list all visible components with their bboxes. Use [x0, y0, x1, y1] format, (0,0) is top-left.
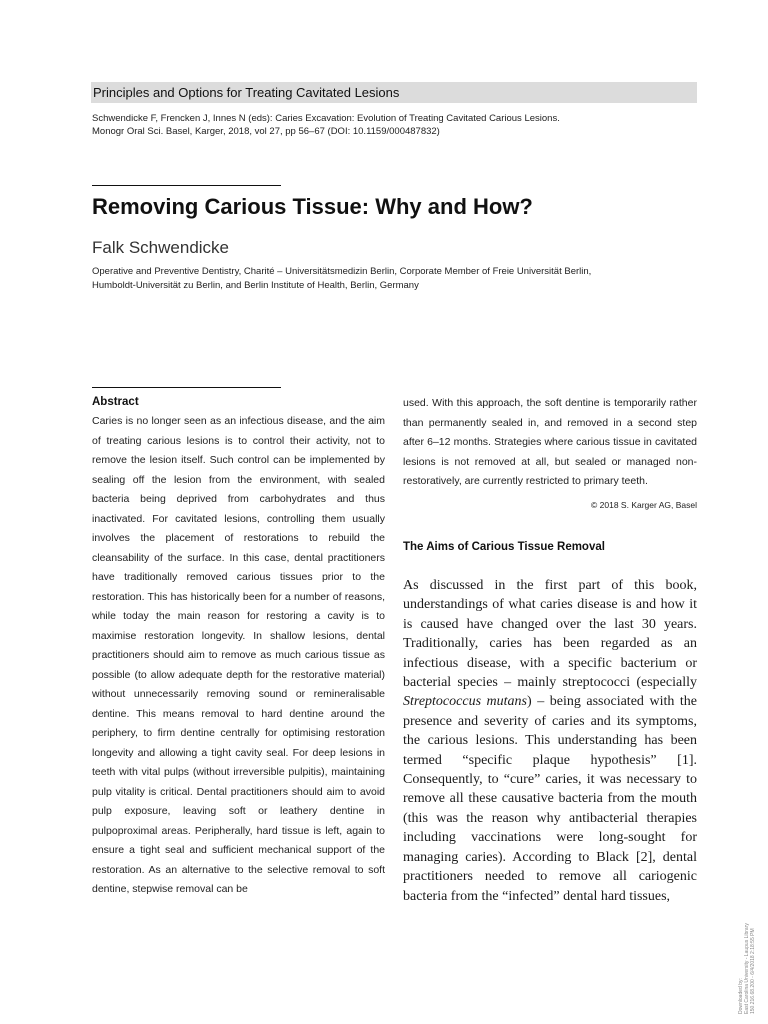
abstract-rule: [92, 387, 281, 388]
body-paragraph: [403, 576, 697, 906]
download-line-2: East Carolina University - Laupus Library: [744, 923, 750, 1014]
copyright-notice: © 2018 S. Karger AG, Basel: [591, 499, 697, 510]
paragraph-part-1: As discussed in the first part of this book, understandings of what caries disease is and how it is caused have changed over the last 30 years. Traditionally, caries has been regarded as an infectious disease, with a specific bacterium or bacterial species – mainly streptococci (especially: [403, 578, 697, 691]
abstract-text-left: Caries is no longer seen as an infectious disease, and the aim of treating carious lesions is to control their activity, not to remove the lesion itself. Such control can be implemented by sealing off the lesion from the environment, with sealed bacteria being deprived from carbohydrates and thus inactivated. For cavitated lesions, controlling them usually involves the placement of restorations to rebuild the cleansability of the surface. In this case, dental practitioners have traditionally removed carious tissues prior to the restoration. This has historically been for a number of reasons, while today the main reason for restoring a cavity is to maximise restoration longevity. In shallow lesions, dental practitioners should aim to remove as much carious tissue as possible (to allow adequate depth for the restorative material) without unnecessarily removing sound or remineralisable dentine. This means removal to hard dentine around the periphery, to firm dentine centrally for optimising restoration longevity and allowing a tight cavity seal. For deep lesions in teeth with vital pulps (without irreversible pulpitis), maintaining pulp vitality is critical. Dental practitioners should aim to avoid pulp exposure, leaving soft or leathery dentine in pulpoproximal areas. Peripherally, hard tissue is left, again to ensure a tight seal and sufficient mechanical support of the restoration. As an alternative to the selective removal to soft dentine, stepwise removal can be: [92, 415, 385, 895]
abstract-text-right: [403, 394, 697, 510]
affiliation-line-2: Humboldt-Universität zu Berlin, and Berlin Institute of Health, Berlin, Germany: [92, 280, 419, 291]
citation-line-2: Monogr Oral Sci. Basel, Karger, 2018, vol 27, pp 56–67 (DOI: 10.1159/000487832): [92, 126, 440, 137]
paragraph-part-2: ) – being associated with the presence and severity of caries and its symptoms, the carious lesions. This understanding has been termed “specific plaque hypothesis” [1]. Consequently, to “cure” caries, it was necessary to remove all these causative bacteria from the mouth (this was the reason why antibacterial therapies including vaccinations were long-sought for managing caries). According to Black [2], dental practitioners needed to remove all cariogenic bacteria from the “infected” dental hard tissues,: [403, 694, 697, 904]
title-rule: [92, 185, 281, 186]
download-line-1: Downloaded by:: [738, 978, 744, 1014]
right-column: [403, 394, 697, 515]
citation: [92, 112, 702, 138]
affiliation: [92, 265, 702, 293]
affiliation-line-1: Operative and Preventive Dentistry, Charité – Universitätsmedizin Berlin, Corporate Member of Freie Universität Berlin,: [92, 266, 592, 277]
section-banner: [91, 82, 697, 103]
section-title: Principles and Options for Treating Cavitated Lesions: [93, 85, 400, 100]
abstract-heading: Abstract: [92, 396, 139, 408]
citation-line-1: Schwendicke F, Frencken J, Innes N (eds): Caries Excavation: Evolution of Treating Cavitated Carious Lesions.: [92, 113, 560, 124]
abstract-continuation: used. With this approach, the soft dentine is temporarily rather than permanently sealed in, and removed in a second step after 6–12 months. Strategies where carious tissue in cavitated lesions is not removed at all, but sealed or managed non-restoratively, are currently restricted to primary teeth.: [403, 397, 697, 487]
article-title: Removing Carious Tissue: Why and How?: [92, 194, 533, 219]
download-watermark: [738, 923, 756, 1014]
species-name: Streptococcus mutans: [403, 694, 527, 710]
download-line-3: 150.216.68.200 - 6/4/2018 2:18:55 PM: [750, 928, 756, 1014]
section-heading-aims: The Aims of Carious Tissue Removal: [403, 541, 605, 553]
author-name: Falk Schwendicke: [92, 238, 230, 257]
